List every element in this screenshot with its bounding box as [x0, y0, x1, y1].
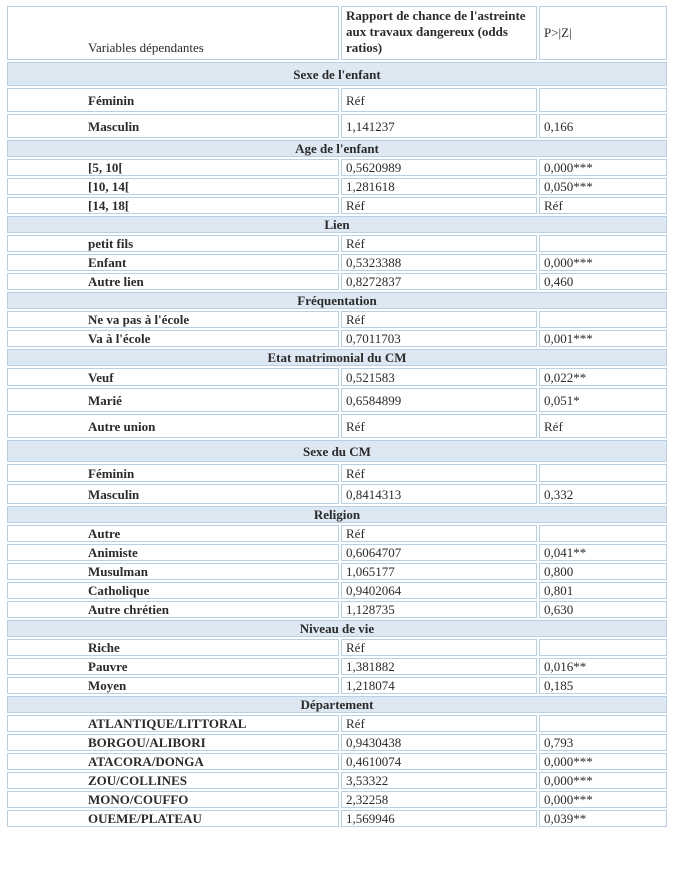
section-title: Etat matrimonial du CM: [7, 349, 667, 366]
header-row: [7, 6, 667, 60]
odds-ratio-value: 0,521583: [341, 368, 537, 386]
p-value: 0,041**: [539, 544, 667, 561]
odds-ratio-value: 0,6584899: [341, 388, 537, 412]
odds-ratio-value: 3,53322: [341, 772, 537, 789]
p-value: [539, 311, 667, 328]
odds-ratio-value: 1,569946: [341, 810, 537, 827]
variable-label: Autre chrétien: [7, 601, 339, 618]
table-row: [7, 601, 667, 618]
odds-ratio-value: 1,141237: [341, 114, 537, 138]
odds-ratio-value: 0,9402064: [341, 582, 537, 599]
table-row: [7, 254, 667, 271]
section-title: Fréquentation: [7, 292, 667, 309]
odds-ratio-value: 0,5323388: [341, 254, 537, 271]
table-row: [7, 159, 667, 176]
variable-label: Autre: [7, 525, 339, 542]
variable-label: Va à l'école: [7, 330, 339, 347]
table-row: [7, 658, 667, 675]
table-row: [7, 235, 667, 252]
header-odds-ratios: Rapport de chance de l'astreinte aux travaux dangereux (odds ratios): [341, 6, 537, 60]
table-row: [7, 715, 667, 732]
p-value: [539, 464, 667, 482]
variable-label: Pauvre: [7, 658, 339, 675]
odds-ratio-value: 0,8272837: [341, 273, 537, 290]
odds-ratio-value: Réf: [341, 525, 537, 542]
table-row: [7, 639, 667, 656]
odds-ratio-value: 1,281618: [341, 178, 537, 195]
odds-ratio-value: 0,4610074: [341, 753, 537, 770]
p-value: 0,000***: [539, 791, 667, 808]
variable-label: Ne va pas à l'école: [7, 311, 339, 328]
p-value: 0,022**: [539, 368, 667, 386]
variable-label: Féminin: [7, 464, 339, 482]
table-row: [7, 791, 667, 808]
variable-label: ZOU/COLLINES: [7, 772, 339, 789]
variable-label: Veuf: [7, 368, 339, 386]
variable-label: ATLANTIQUE/LITTORAL: [7, 715, 339, 732]
table-row: [7, 114, 667, 138]
odds-ratio-value: Réf: [341, 715, 537, 732]
section-header-row: [7, 62, 667, 86]
p-value: 0,801: [539, 582, 667, 599]
odds-ratio-value: 1,218074: [341, 677, 537, 694]
table-row: [7, 330, 667, 347]
variable-label: OUEME/PLATEAU: [7, 810, 339, 827]
regression-table-container: [5, 4, 669, 829]
odds-ratio-value: 1,128735: [341, 601, 537, 618]
table-row: [7, 544, 667, 561]
section-title: Sexe de l'enfant: [7, 62, 667, 86]
section-header-row: [7, 216, 667, 233]
section-title: Niveau de vie: [7, 620, 667, 637]
variable-label: Animiste: [7, 544, 339, 561]
p-value: 0,039**: [539, 810, 667, 827]
variable-label: BORGOU/ALIBORI: [7, 734, 339, 751]
variable-label: [5, 10[: [7, 159, 339, 176]
table-row: [7, 197, 667, 214]
table-body: [7, 6, 667, 827]
table-row: [7, 388, 667, 412]
header-variables: Variables dépendantes: [7, 6, 339, 60]
p-value: 0,001***: [539, 330, 667, 347]
p-value: 0,793: [539, 734, 667, 751]
variable-label: Masculin: [7, 484, 339, 504]
table-row: [7, 464, 667, 482]
odds-ratio-value: Réf: [341, 311, 537, 328]
odds-ratio-value: 0,7011703: [341, 330, 537, 347]
section-header-row: [7, 292, 667, 309]
variable-label: Enfant: [7, 254, 339, 271]
p-value: 0,050***: [539, 178, 667, 195]
section-header-row: [7, 349, 667, 366]
odds-ratio-value: 0,8414313: [341, 484, 537, 504]
odds-ratio-value: 2,32258: [341, 791, 537, 808]
variable-label: Marié: [7, 388, 339, 412]
p-value: 0,016**: [539, 658, 667, 675]
odds-ratio-value: 1,065177: [341, 563, 537, 580]
odds-ratio-value: Réf: [341, 414, 537, 438]
table-row: [7, 414, 667, 438]
p-value: 0,051*: [539, 388, 667, 412]
p-value: 0,000***: [539, 772, 667, 789]
p-value: 0,460: [539, 273, 667, 290]
odds-ratio-value: 0,5620989: [341, 159, 537, 176]
header-p-value: P>|Z|: [539, 6, 667, 60]
p-value: 0,000***: [539, 254, 667, 271]
table-row: [7, 525, 667, 542]
variable-label: Moyen: [7, 677, 339, 694]
variable-label: Riche: [7, 639, 339, 656]
variable-label: petit fils: [7, 235, 339, 252]
p-value: [539, 88, 667, 112]
variable-label: [14, 18[: [7, 197, 339, 214]
variable-label: Autre union: [7, 414, 339, 438]
variable-label: [10, 14[: [7, 178, 339, 195]
table-row: [7, 273, 667, 290]
odds-ratio-table: [5, 4, 669, 829]
table-row: [7, 563, 667, 580]
variable-label: MONO/COUFFO: [7, 791, 339, 808]
p-value: 0,000***: [539, 753, 667, 770]
section-title: Age de l'enfant: [7, 140, 667, 157]
p-value: Réf: [539, 197, 667, 214]
table-row: [7, 677, 667, 694]
variable-label: Féminin: [7, 88, 339, 112]
variable-label: Autre lien: [7, 273, 339, 290]
table-row: [7, 88, 667, 112]
p-value: [539, 715, 667, 732]
table-row: [7, 810, 667, 827]
odds-ratio-value: Réf: [341, 88, 537, 112]
variable-label: Catholique: [7, 582, 339, 599]
table-row: [7, 582, 667, 599]
p-value: 0,630: [539, 601, 667, 618]
p-value: Réf: [539, 414, 667, 438]
table-row: [7, 772, 667, 789]
table-row: [7, 484, 667, 504]
table-row: [7, 734, 667, 751]
variable-label: ATACORA/DONGA: [7, 753, 339, 770]
p-value: 0,000***: [539, 159, 667, 176]
odds-ratio-value: 0,6064707: [341, 544, 537, 561]
odds-ratio-value: Réf: [341, 235, 537, 252]
p-value: [539, 639, 667, 656]
odds-ratio-value: 0,9430438: [341, 734, 537, 751]
section-title: Religion: [7, 506, 667, 523]
odds-ratio-value: Réf: [341, 197, 537, 214]
p-value: 0,800: [539, 563, 667, 580]
p-value: [539, 525, 667, 542]
p-value: 0,185: [539, 677, 667, 694]
odds-ratio-value: Réf: [341, 464, 537, 482]
table-row: [7, 311, 667, 328]
variable-label: Musulman: [7, 563, 339, 580]
table-row: [7, 753, 667, 770]
p-value: [539, 235, 667, 252]
odds-ratio-value: Réf: [341, 639, 537, 656]
table-row: [7, 178, 667, 195]
section-header-row: [7, 440, 667, 462]
p-value: 0,332: [539, 484, 667, 504]
section-header-row: [7, 696, 667, 713]
section-title: Lien: [7, 216, 667, 233]
p-value: 0,166: [539, 114, 667, 138]
variable-label: Masculin: [7, 114, 339, 138]
section-title: Sexe du CM: [7, 440, 667, 462]
table-row: [7, 368, 667, 386]
odds-ratio-value: 1,381882: [341, 658, 537, 675]
section-header-row: [7, 506, 667, 523]
section-title: Département: [7, 696, 667, 713]
section-header-row: [7, 140, 667, 157]
section-header-row: [7, 620, 667, 637]
